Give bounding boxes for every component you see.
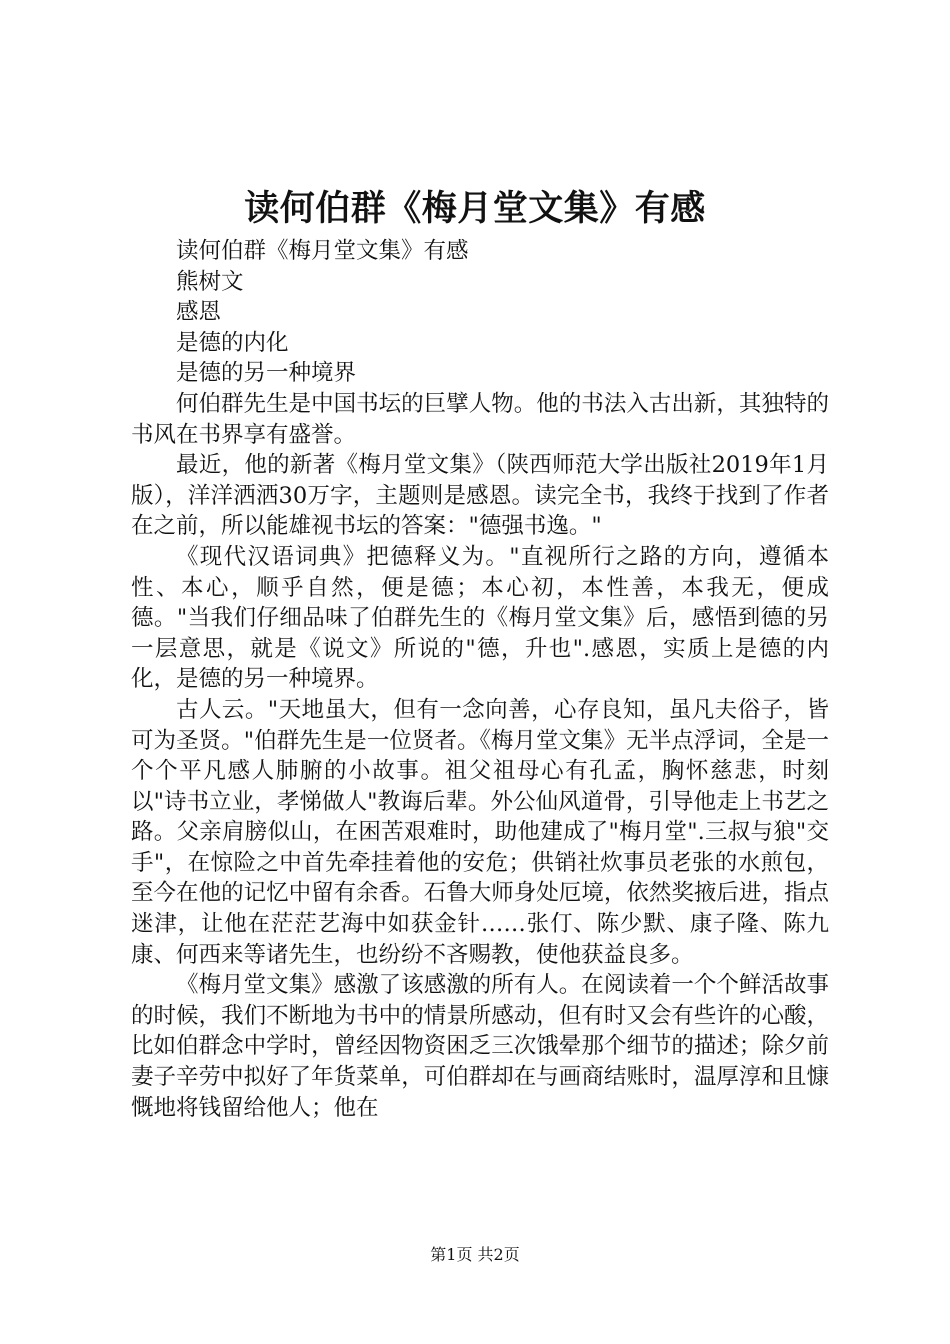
paragraph-intro: 何伯群先生是中国书坛的巨擘人物。他的书法入古出新，其独特的书风在书界享有盛誉。 <box>131 390 829 448</box>
paragraph-gratitude: 《梅月堂文集》感激了该感激的所有人。在阅读着一个个鲜活故事的时候，我们不断地为书中的情景所感动，但有时又会有些许的心酸，比如伯群念中学时，曾经因物资困乏三次饿晕那个细节的描述；除夕前妻子辛劳中拟好了年货菜单，可伯群却在与画商结账时，温厚淳和且慷慨地将钱留给他人；他在 <box>131 972 829 1121</box>
paragraph-motto-1: 感恩 <box>176 299 222 326</box>
document-title: 读何伯群《梅月堂文集》有感 <box>244 188 706 229</box>
paragraph-stories: 古人云。"天地虽大，但有一念向善，心存良知，虽凡夫俗子，皆可为圣贤。"伯群先生是一位贤者。《梅月堂文集》无半点浮词，全是一个个平凡感人肺腑的小故事。祖父祖母心有孔孟，胸怀慈悲，时刻以"诗书立业，孝悌做人"教诲后辈。外公仙风道骨，引导他走上书艺之路。父亲肩膀似山，在困苦艰难时，助他建成了"梅月堂".三叔与狼"交手"，在惊险之中首先牵挂着他的安危；供销社炊事员老张的水煎包，至今在他的记忆中留有余香。石鲁大师身处厄境，依然奖掖后进，指点迷津，让他在茫茫艺海中如获金针……张仃、陈少默、康子隆、陈九康、何西来等诸先生，也纷纷不吝赐教，使他获益良多。 <box>131 696 829 968</box>
paragraph-heading-repeat: 读何伯群《梅月堂文集》有感 <box>176 238 469 264</box>
document-body <box>131 236 829 1123</box>
paragraph-definition: 《现代汉语词典》把德释义为。"直视所行之路的方向，遵循本性、本心，顺乎自然，便是德；本心初，本性善，本我无，便成德。"当我们仔细品味了伯群先生的《梅月堂文集》后，感悟到德的另一层意思，就是《说文》所说的"德，升也".感恩，实质上是德的内化，是德的另一种境界。 <box>131 543 829 693</box>
paragraph-motto-2: 是德的内化 <box>176 329 289 356</box>
paragraph-new-book: 最近，他的新著《梅月堂文集》（陕西师范大学出版社2019年1月版），洋洋洒洒30万字，主题则是感恩。读完全书，我终于找到了作者在之前，所以能雄视书坛的答案："德强书逸。" <box>131 452 829 540</box>
paragraph-author: 熊树文 <box>176 268 244 295</box>
page-footer: 第1页 共2页 <box>430 1245 520 1264</box>
paragraph-motto-3: 是德的另一种境界 <box>176 360 357 387</box>
